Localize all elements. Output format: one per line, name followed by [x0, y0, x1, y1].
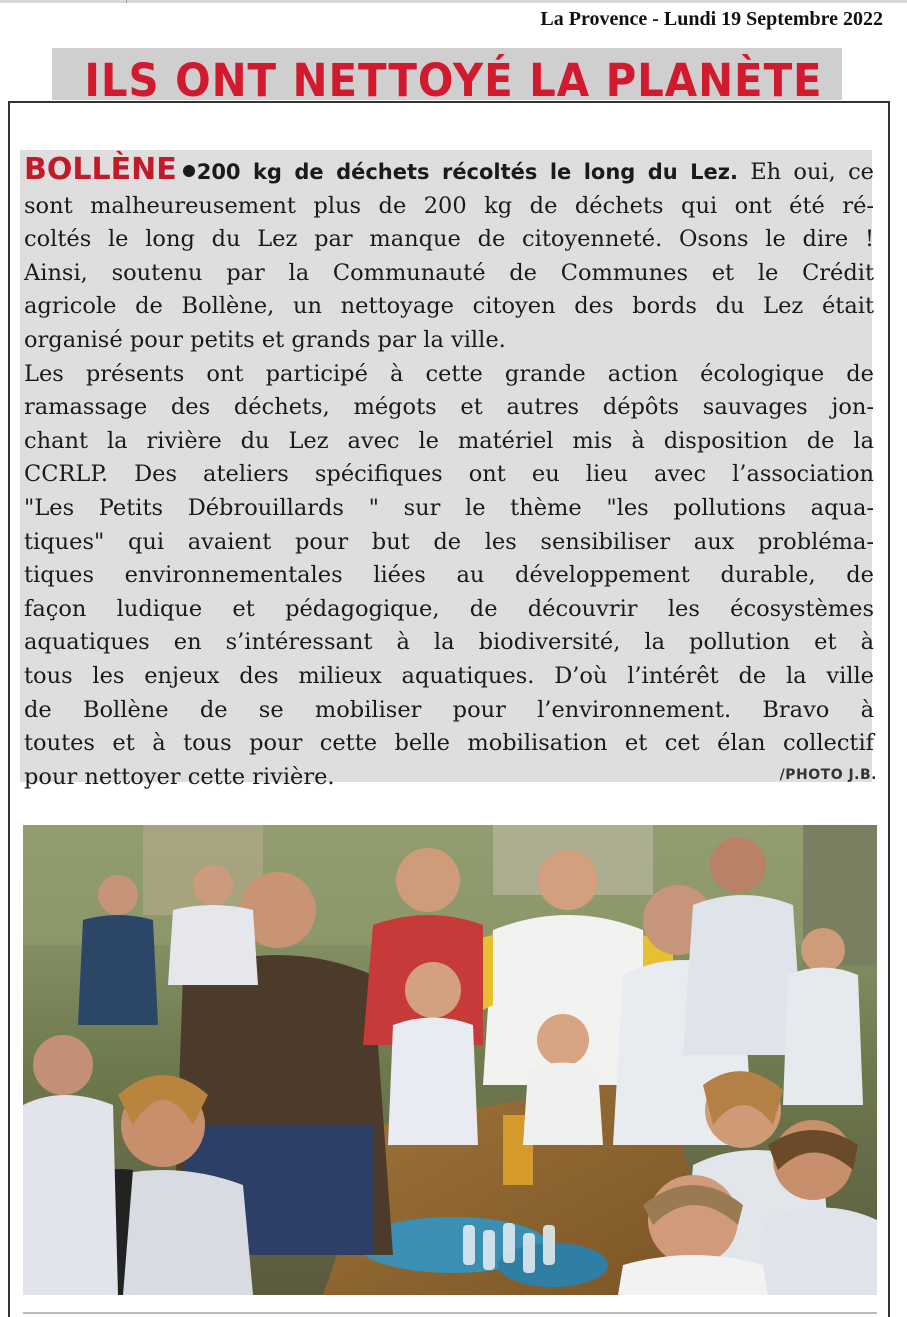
top-rule [0, 0, 907, 3]
article-line: tiques environnementales liées au développement durable, de [24, 562, 874, 589]
article-line: agricole de Bollène, un nettoyage citoyen des bords du Lez était [24, 293, 874, 320]
article-line: CCRLP. Des ateliers spécifiques ont eu lieu avec l’association [24, 461, 874, 488]
article-line: toutes et à tous pour cette belle mobilisation et cet élan collectif [24, 730, 874, 757]
article-line: organisé pour petits et grands par la ville. [24, 326, 506, 353]
article-first-line [24, 153, 874, 190]
article-line: "Les Petits Débrouillards " sur le thème "les pollutions aqua- [24, 494, 874, 521]
article-line: sont malheureusement plus de 200 kg de déchets qui ont été ré- [24, 192, 874, 219]
photo-illustration [23, 825, 877, 1295]
bullet-icon [183, 165, 195, 177]
article-line: de Bollène de se mobiliser pour l’environnement. Bravo à [24, 696, 874, 723]
top-rule-tick [126, 0, 127, 3]
article-line: aquatiques en s’intéressant à la biodiversité, la pollution et à [24, 629, 874, 656]
article-line: façon ludique et pédagogique, de découvrir les écosystèmes [24, 595, 874, 622]
article-line: Ainsi, soutenu par la Communauté de Communes et le Crédit [24, 259, 874, 286]
article-line: tiques" qui avaient pour but de les sensibiliser aux probléma- [24, 528, 874, 555]
article-line: Les présents ont participé à cette grande action écologique de [24, 360, 874, 387]
page-headline: ILS ONT NETTOYÉ LA PLANÈTE [84, 54, 823, 107]
article-line: coltés le long du Lez par manque de citoyenneté. Osons le dire ! [24, 226, 874, 253]
bottom-rule [23, 1312, 877, 1314]
photo-credit: /PHOTO J.B. [779, 767, 877, 783]
article-line: chant la rivière du Lez avec le matériel mis à disposition de la [24, 427, 874, 454]
article-body [24, 153, 874, 794]
article-line: tous les enjeux des milieux aquatiques. D’où l’intérêt de la ville [24, 662, 874, 689]
article-line: pour nettoyer cette rivière. [24, 763, 335, 790]
article-line: Eh oui, ce [750, 159, 874, 185]
article-line: ramassage des déchets, mégots et autres dépôts sauvages jon- [24, 394, 874, 421]
article-lead: 200 kg de déchets récoltés le long du Lez. [196, 160, 738, 184]
publication-date: La Provence - Lundi 19 Septembre 2022 [540, 8, 883, 30]
article-photo [23, 825, 877, 1295]
article-kicker: BOLLÈNE [24, 152, 177, 187]
